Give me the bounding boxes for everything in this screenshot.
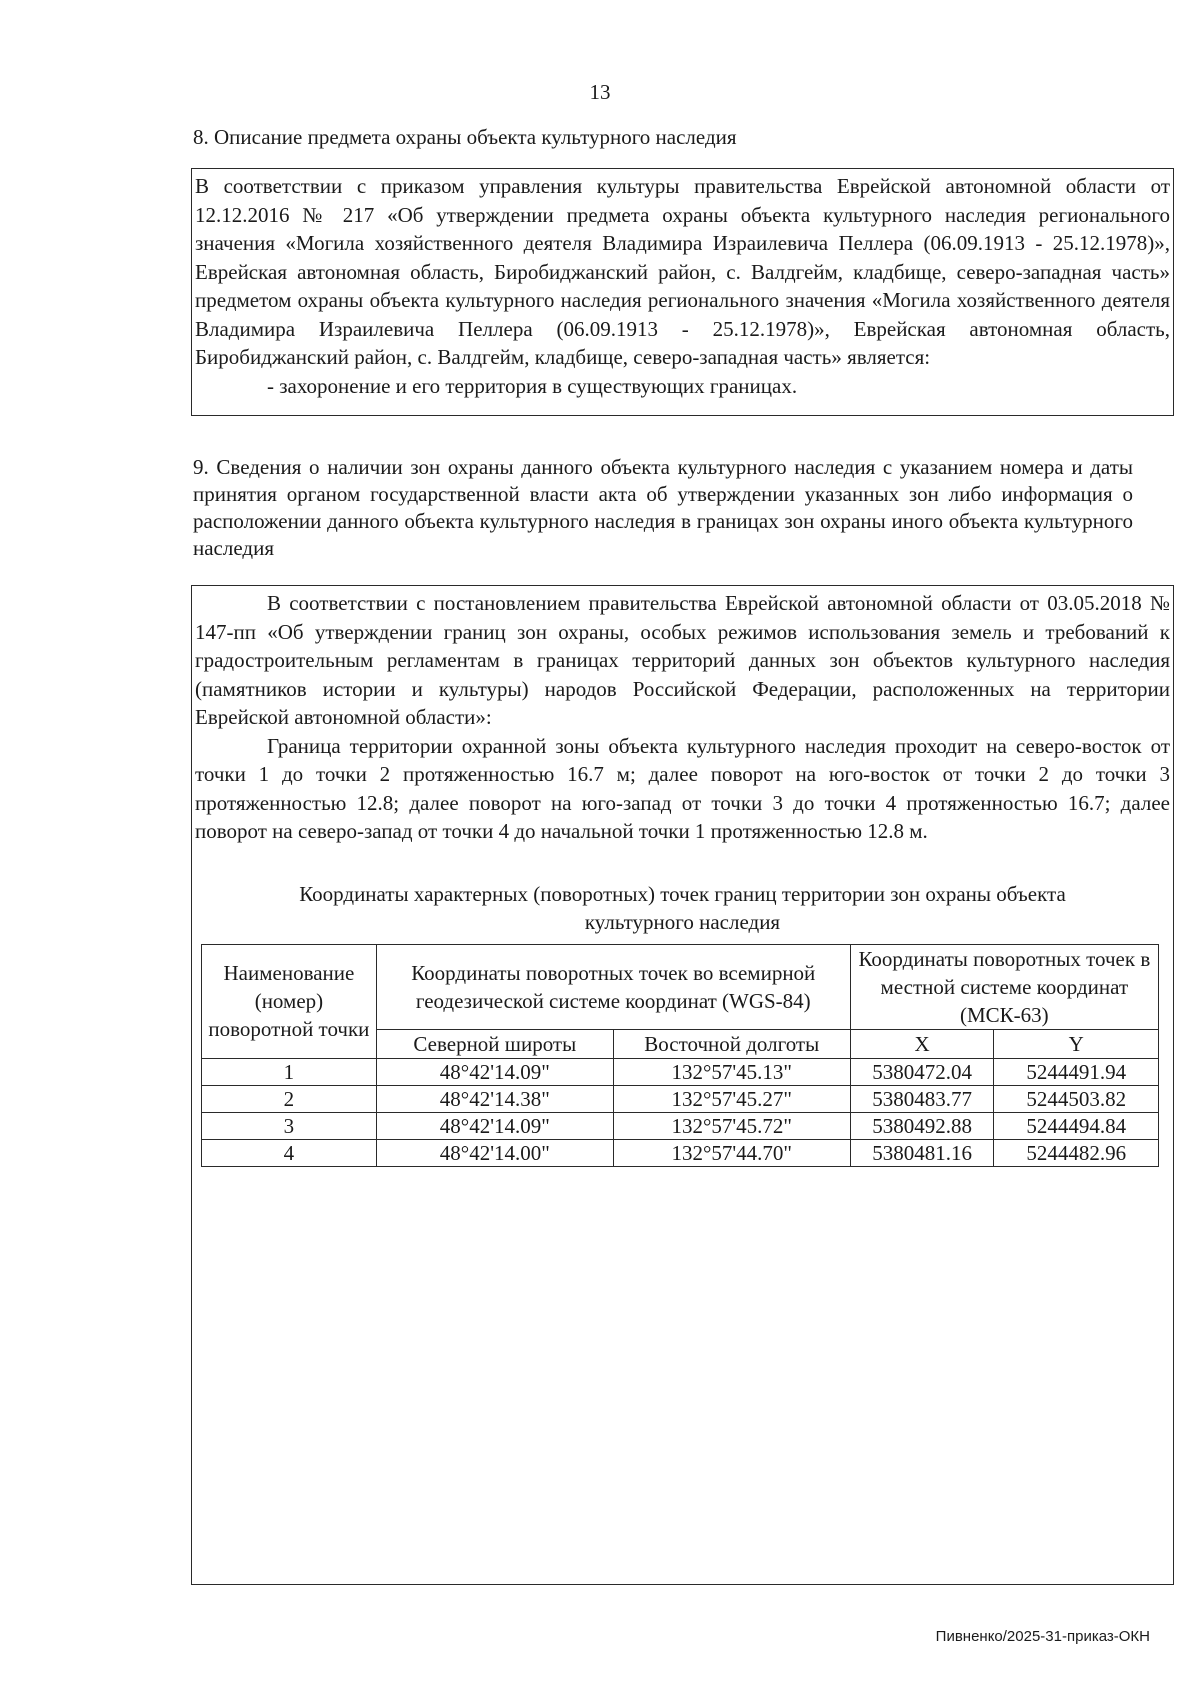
footer-reference: Пивненко/2025-31-приказ-ОКН xyxy=(935,1628,1150,1645)
section-9-heading: 9. Сведения о наличии зон охраны данного объекта культурного наследия с указанием номера и даты принятия органом государственной власти акта об утверждении указанных зон либо информация о расположении данного объекта культурного наследия в границах зон охраны иного объекта культурного наследия xyxy=(193,455,1133,560)
point-latitude: 48°42'14.09" xyxy=(376,1112,613,1139)
header-y: Y xyxy=(994,1029,1159,1058)
table-row xyxy=(202,1139,1159,1166)
point-latitude: 48°42'14.38" xyxy=(376,1085,613,1112)
section-9-para-1: В соответствии с постановлением правительства Еврейской автономной области от 03.05.2018 № 147-пп «Об утверждении границ зон охраны, особых режимов использования земель и требований к градостроительным регламентам в границах территорий данных зон объектов культурного наследия (памятников истории и культуры) народов Российской Федерации, расположенных на территории Еврейской автономной области»: xyxy=(195,591,1170,729)
section-8-body: В соответствии с приказом управления культуры правительства Еврейской автономной области от 12.12.2016 № 217 «Об утверждении предмета охраны объекта культурного наследия регионального значения «Могила хозяйственного деятеля Владимира Израилевича Пеллера (06.09.1913 - 25.12.1978)», Еврейская автономная область, Биробиджанский район, с. Валдгейм, кладбище, северо-западная часть» предметом охраны объекта культурного наследия регионального значения «Могила хозяйственного деятеля Владимира Израилевича Пеллера (06.09.1913 - 25.12.1978)», Еврейская автономная область, Биробиджанский район, с. Валдгейм, кладбище, северо-западная часть» является: xyxy=(195,174,1170,369)
header-latitude: Северной широты xyxy=(376,1029,613,1058)
section-8-heading: 8. Описание предмета охраны объекта культурного наследия xyxy=(193,125,737,149)
point-x: 5380492.88 xyxy=(850,1112,994,1139)
table-row xyxy=(202,1085,1159,1112)
section-8-box xyxy=(191,168,1174,416)
point-latitude: 48°42'14.00" xyxy=(376,1139,613,1166)
table-row xyxy=(202,1058,1159,1085)
header-wgs84: Координаты поворотных точек во всемирной геодезической системе координат (WGS-84) xyxy=(376,944,850,1029)
section-9-box xyxy=(191,585,1174,1585)
point-number: 3 xyxy=(202,1112,377,1139)
page-number: 13 xyxy=(589,80,611,104)
header-x: X xyxy=(850,1029,994,1058)
point-number: 1 xyxy=(202,1058,377,1085)
point-longitude: 132°57'45.27" xyxy=(613,1085,850,1112)
point-y: 5244494.84 xyxy=(994,1112,1159,1139)
point-longitude: 132°57'44.70" xyxy=(613,1139,850,1166)
point-latitude: 48°42'14.09" xyxy=(376,1058,613,1085)
section-8-bullet: - захоронение и его территория в существующих границах. xyxy=(267,373,798,398)
point-x: 5380481.16 xyxy=(850,1139,994,1166)
point-x: 5380472.04 xyxy=(850,1058,994,1085)
header-msk63: Координаты поворотных точек в местной системе координат (МСК-63) xyxy=(850,944,1158,1029)
coordinates-table xyxy=(201,944,1159,1167)
section-9-para-2: Граница территории охранной зоны объекта культурного наследия проходит на северо-восток от точки 1 до точки 2 протяженностью 16.7 м; далее поворот на юго-восток от точки 2 до точки 3 протяженностью 12.8; далее поворот на юго-запад от точки 3 до точки 4 протяженностью 16.7; далее поворот на северо-запад от точки 4 до начальной точки 1 протяженностью 12.8 м. xyxy=(195,733,1170,843)
table-row xyxy=(202,1112,1159,1139)
point-number: 4 xyxy=(202,1139,377,1166)
point-longitude: 132°57'45.72" xyxy=(613,1112,850,1139)
point-y: 5244491.94 xyxy=(994,1058,1159,1085)
point-x: 5380483.77 xyxy=(850,1085,994,1112)
point-y: 5244503.82 xyxy=(994,1085,1159,1112)
point-longitude: 132°57'45.13" xyxy=(613,1058,850,1085)
header-point-name: Наименование (номер) поворотной точки xyxy=(202,944,377,1058)
point-number: 2 xyxy=(202,1085,377,1112)
point-y: 5244482.96 xyxy=(994,1139,1159,1166)
table-caption: Координаты характерных (поворотных) точек границ территории зон охраны объекта культурного наследия xyxy=(299,881,1066,934)
header-longitude: Восточной долготы xyxy=(613,1029,850,1058)
